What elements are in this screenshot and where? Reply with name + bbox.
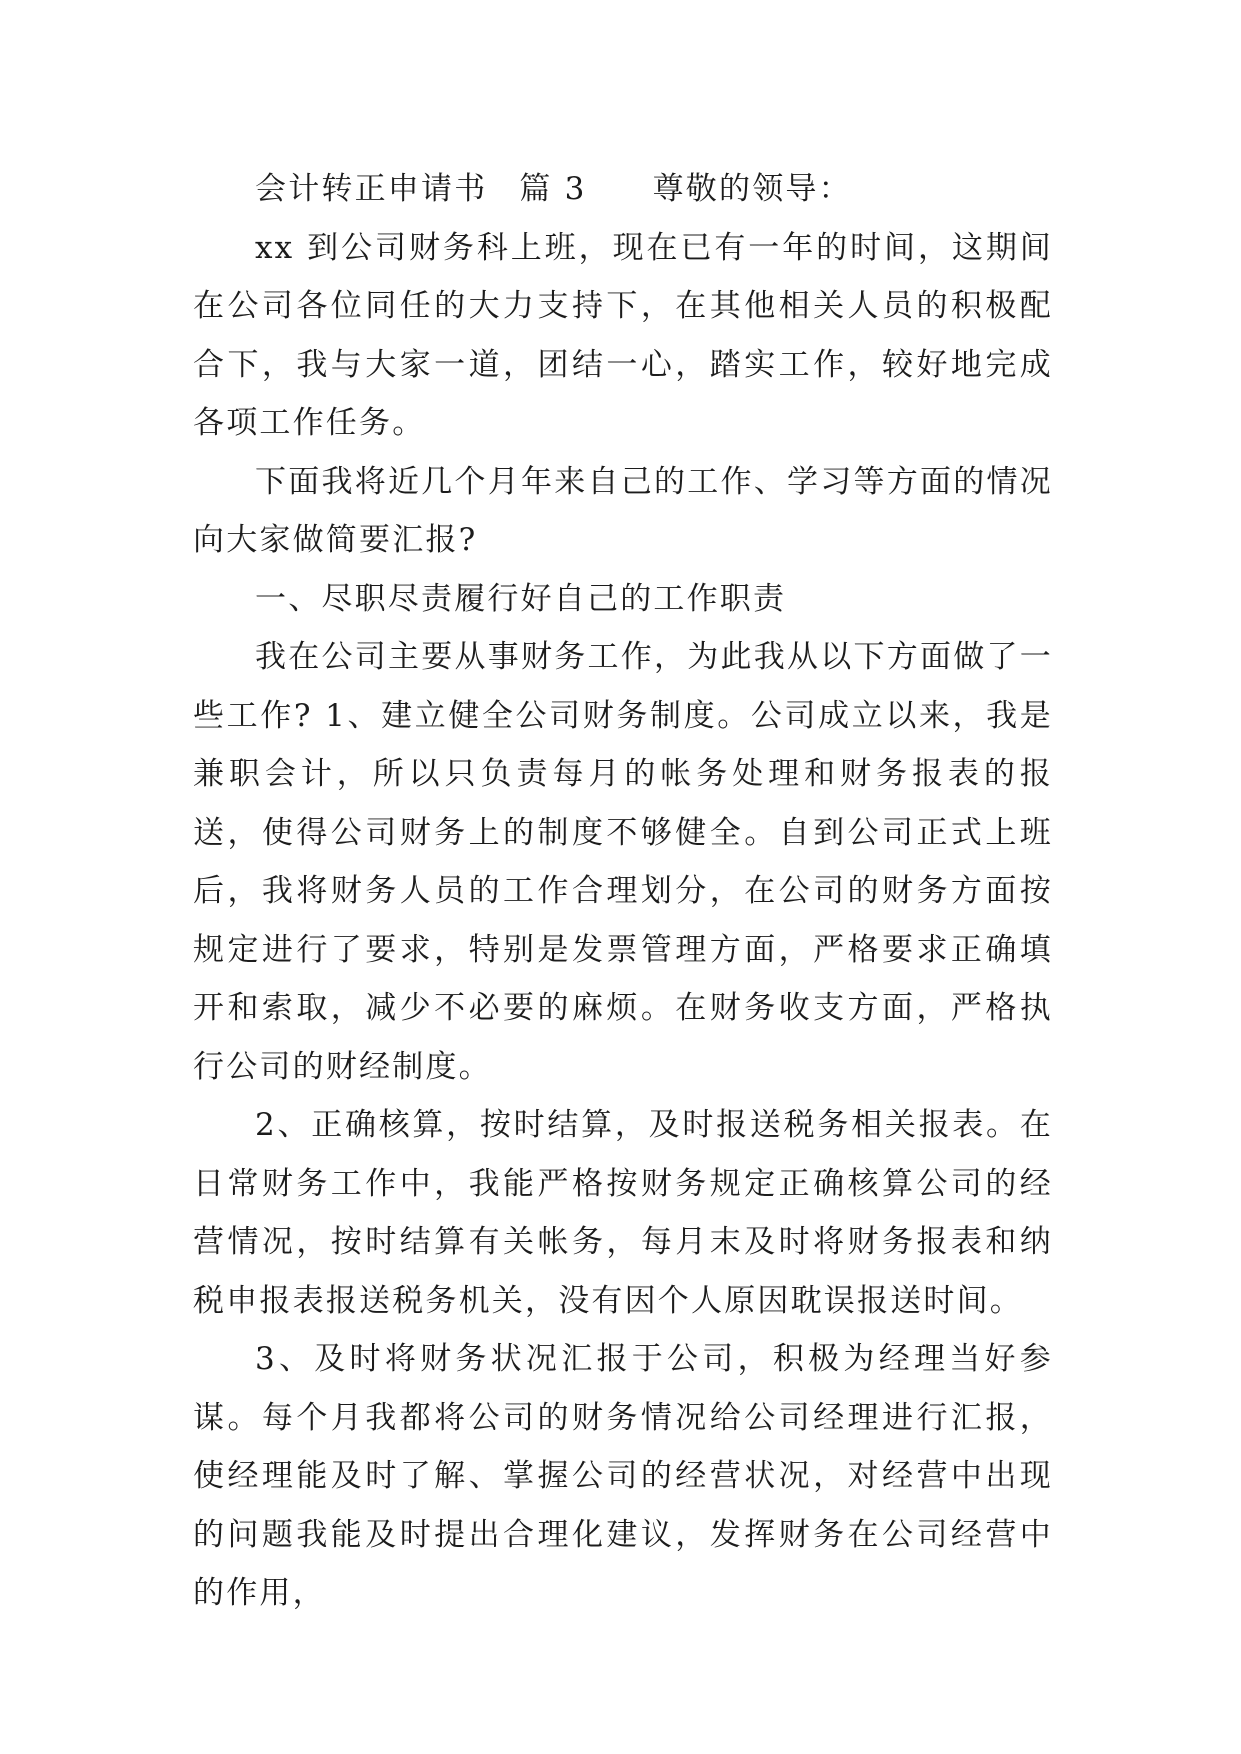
paragraph-summary-intro: 下面我将近几个月年来自己的工作、学习等方面的情况向大家做简要汇报? bbox=[193, 463, 1053, 558]
document-title: 会计转正申请书 bbox=[255, 171, 488, 207]
chapter-label: 篇 3 bbox=[519, 171, 587, 207]
document-body bbox=[193, 160, 1053, 1623]
paragraph-item-2: 2、正确核算，按时结算，及时报送税务相关报表。在日常财务工作中，我能严格按财务规定正确核算公司的经营情况，按时结算有关帐务，每月末及时将财务报表和纳税申报表报送税务机关，没有因个人原因耽误报送时间。 bbox=[193, 1107, 1053, 1319]
salutation: 尊敬的领导： bbox=[652, 171, 852, 207]
paragraph-item-3: 3、及时将财务状况汇报于公司，积极为经理当好参谋。每个月我都将公司的财务情况给公司经理进行汇报，使经理能及时了解、掌握公司的经营状况，对经营中出现的问题我能及时提出合理化建议，发挥财务在公司经营中的作用， bbox=[193, 1341, 1053, 1611]
paragraph-item-1: 我在公司主要从事财务工作，为此我从以下方面做了一些工作? 1、建立健全公司财务制度。公司成立以来，我是兼职会计，所以只负责每月的帐务处理和财务报表的报送，使得公司财务上的制度不够健全。自到公司正式上班后，我将财务人员的工作合理划分，在公司的财务方面按规定进行了要求，特别是发票管理方面，严格要求正确填开和索取，减少不必要的麻烦。在财务收支方面，严格执行公司的财经制度。 bbox=[193, 639, 1053, 1085]
section-heading-1: 一、尽职尽责履行好自己的工作职责 bbox=[255, 580, 787, 617]
title-line bbox=[193, 160, 1053, 219]
paragraph-intro: xx 到公司财务科上班，现在已有一年的时间，这期间在公司各位同任的大力支持下，在其他相关人员的积极配合下，我与大家一道，团结一心，踏实工作，较好地完成各项工作任务。 bbox=[193, 229, 1053, 441]
